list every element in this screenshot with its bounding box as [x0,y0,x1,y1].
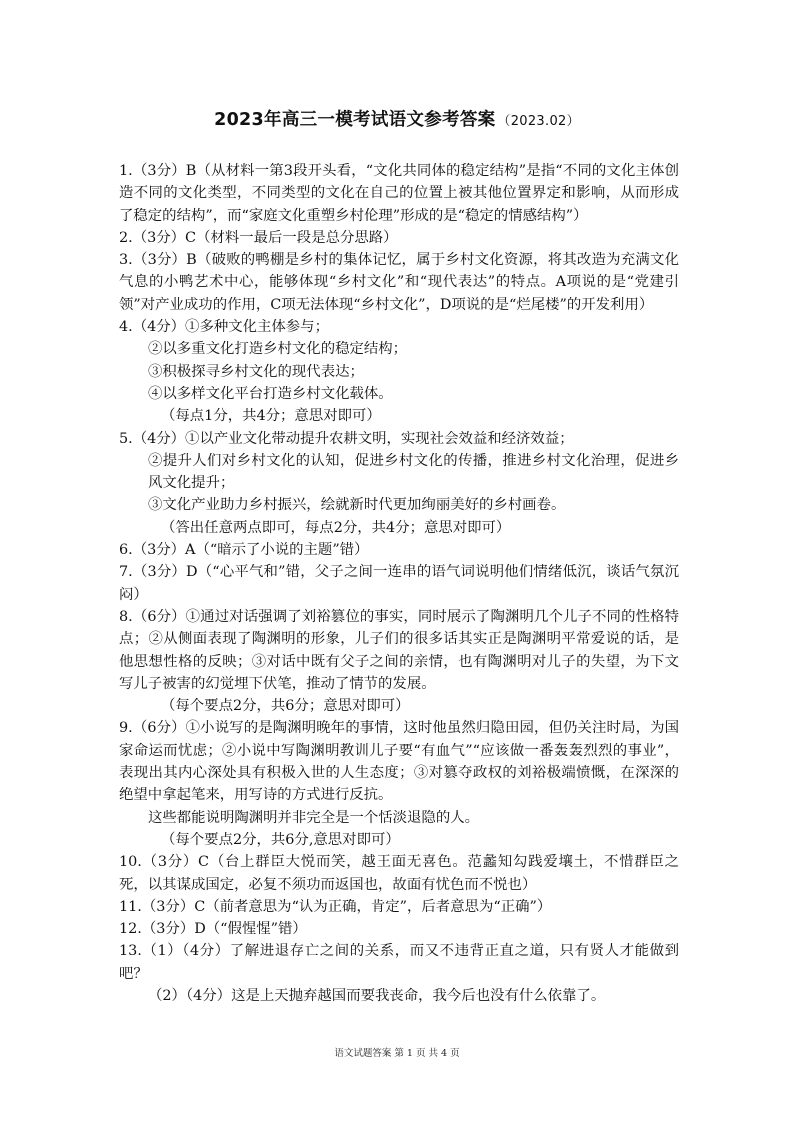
answer-line: （2）（4分）这是上天抛弃越国而要我丧命，我今后也没有什么依靠了。 [148,987,606,1004]
answer-line: ④以多样文化平台打造乡村文化载体。 [148,385,393,402]
answer-line: 6.（3分）A（“暗示了小说的主题”错） [119,542,369,559]
answer-line: 1.（3分）B（从材料一第3段开头看，“文化共同体的稳定结构”是指“不同的文化主体创造不同的文化类型，不同类型的文化在自己的位置上被其他位置界定和影响，从而形成了稳定的结构”，而“家庭文化重塑乡村伦理”形成的是“稳定的情感结构”） [119,163,679,224]
answer-line: 3.（3分）B（破败的鸭棚是乡村的集体记忆，属于乡村文化资源，将其改造为充满文化气息的小鸭艺术中心，能够体现“乡村文化”和“现代表达”的特点。A项说的是“党建引领”对产业成功的作用，C项无法体现“乡村文化”，D项说的是“烂尾楼”的开发利用） [119,252,679,313]
title-text: 2023年高三一模考试语文参考答案 [214,110,496,130]
answer-line: 12.（3分）D（“假惺惺”错） [119,921,307,938]
answer-line: 7.（3分）D（“心平气和”错，父子之间一连串的语气词说明他们情绪低沉，谈话气氛沉闷） [119,564,679,603]
answer-line: （每个要点2分，共6分,意思对即可） [161,831,400,848]
answer-line: ③积极探寻乡村文化的现代表达； [148,363,364,380]
answer-line: ③文化产业助力乡村振兴，绘就新时代更加绚丽美好的乡村画卷。 [148,497,566,514]
answer-line: 8.（6分）①通过对话强调了刘裕篡位的事实，同时展示了陶渊明几个儿子不同的性格特点；②从侧面表现了陶渊明的形象，儿子们的很多话其实正是陶渊明平常爱说的话，是他思想性格的反映；③对话中既有父子之间的亲情，也有陶渊明对儿子的失望，为下文写儿子被害的幻觉埋下伏笔，推动了情节的发展。 [119,608,679,692]
answer-line: 11.（3分）C（前者意思为“认为正确，肯定”，后者意思为“正确”） [119,898,552,915]
page-footer: 语文试题答案 第 1 页 共 4 页 [334,1048,460,1059]
answer-line: 4.（4分）①多种文化主体参与； [119,319,329,336]
answer-content [119,160,679,1007]
answer-line: ②提升人们对乡村文化的认知，促进乡村文化的传播，推进乡村文化治理，促进乡风文化提升； [148,452,679,492]
answer-line: 13.（1）（4分）了解进退存亡之间的关系，而又不违背正直之道，只有贤人才能做到吧？ [119,943,679,982]
page-title [0,106,794,131]
answer-line: （每点1分，共4分；意思对即可） [161,408,381,425]
answer-line: （每个要点2分，共6分；意思对即可） [161,698,410,715]
answer-line: （答出任意两点即可，每点2分，共4分；意思对即可） [161,519,511,536]
answer-line: 5.（4分）①以产业文化带动提升农耕文明，实现社会效益和经济效益； [119,430,574,447]
answer-line: 这些都能说明陶渊明并非完全是一个恬淡退隐的人。 [148,809,479,826]
answer-line: 10.（3分）C（台上群臣大悦而笑，越王面无喜色。范蠡知勾践爱壤土，不惜群臣之死，以其谋成国定，必复不须功而返国也，故面有忧色而不悦也） [119,854,679,893]
title-date: （2023.02） [497,114,580,129]
answer-line: ②以多重文化打造乡村文化的稳定结构； [148,341,408,358]
answer-line: 2.（3分）C（材料一最后一段是总分思路） [119,229,398,246]
answer-line: 9.（6分）①小说写的是陶渊明晚年的事情，这时他虽然归隐田园，但仍关注时局，为国家命运而忧虑；②小说中写陶渊明教训儿子要“有血气”“应该做一番轰轰烈烈的事业”，表现出其内心深处具有积极入世的人生态度；③对篡夺政权的刘裕极端愤慨，在深深的绝望中拿起笔来，用写诗的方式进行反抗。 [119,720,679,804]
